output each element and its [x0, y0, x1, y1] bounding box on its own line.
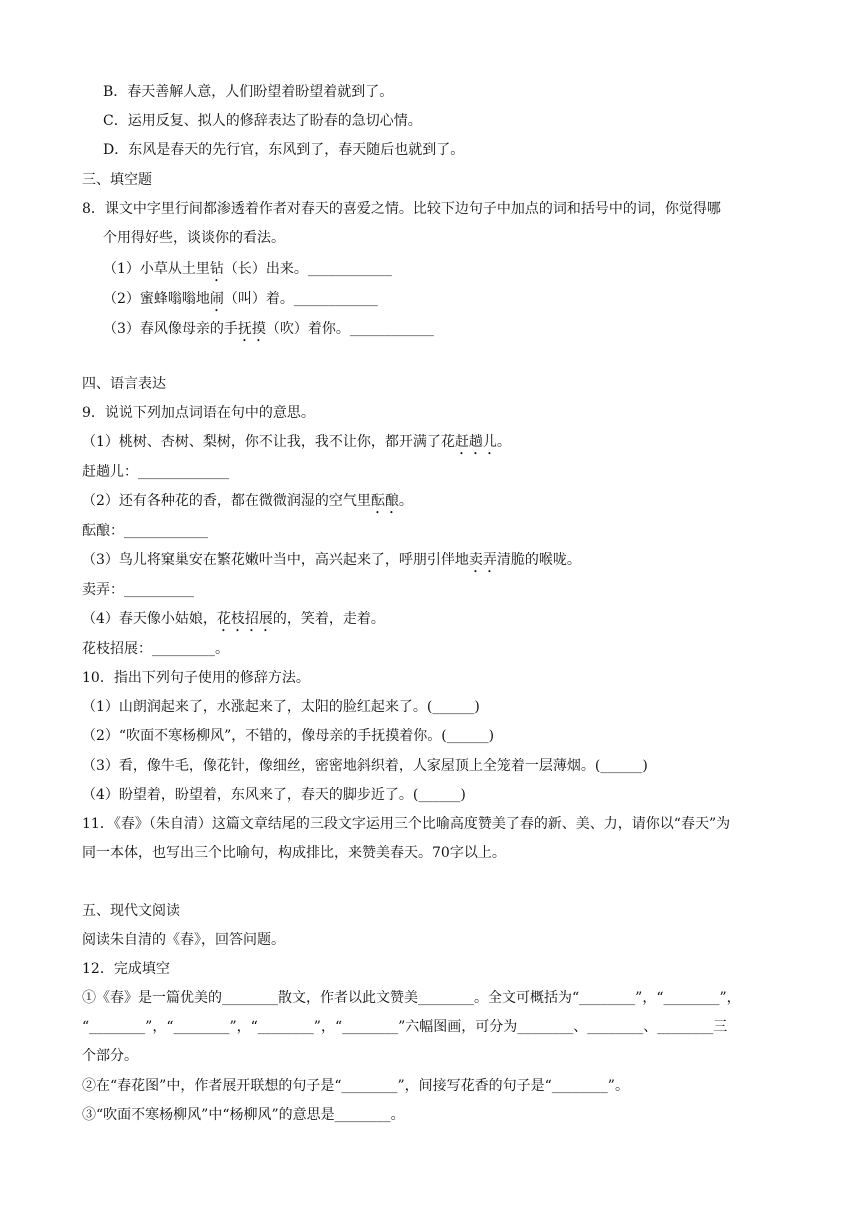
emphasized-word: 闹: [209, 291, 224, 307]
question-9-item-1: [82, 432, 511, 458]
question-9-item-2: [82, 491, 413, 517]
question-10-item-1: （1）山朗润起来了，水涨起来了，太阳的脸红起来了。(______): [82, 699, 480, 715]
question-9-answer-1: 赶趟儿：_____________: [82, 464, 229, 480]
question-10-item-4: （4）盼望着，盼望着，东风来了，春天的脚步近了。(______): [82, 787, 466, 803]
item-text: （叫）着。____________: [223, 291, 378, 307]
item-text: （3）春风像母亲的手: [103, 321, 238, 337]
item-text: （4）春天像小姑娘，: [82, 611, 217, 627]
section-heading-reading: 五、现代文阅读: [82, 903, 180, 919]
question-8-item-1: [103, 259, 392, 285]
question-8-item-2: [103, 289, 378, 315]
question-12-part-1: ①《春》是一篇优美的________散文，作者以此文赞美________。全文可概括为“________”，“________”，: [82, 990, 741, 1006]
emphasized-word: 卖弄: [468, 552, 497, 568]
option-b: B．春天善解人意，人们盼望着盼望着就到了。: [103, 84, 394, 100]
question-8-item-3: [103, 319, 434, 345]
emphasized-word: 抚摸: [237, 321, 266, 337]
emphasized-word: 花枝招展: [216, 611, 273, 627]
item-text: 。: [496, 434, 511, 450]
option-d: D．东风是春天的先行官，东风到了，春天随后也就到了。: [103, 142, 465, 158]
question-8-cont: 个用得好些，谈谈你的看法。: [103, 230, 285, 246]
item-text: （2）蜜蜂嗡嗡地: [103, 291, 210, 307]
item-text: （1）小草从土里: [103, 261, 210, 277]
question-9-answer-2: 酝酿：____________: [82, 523, 208, 539]
question-12: 12．完成填空: [82, 961, 170, 977]
question-9: 9．说说下列加点词语在句中的意思。: [82, 405, 315, 421]
question-12-part-1-cont: “________”，“________”，“________”，“________”六幅图画，可分为________、________、________三: [82, 1019, 728, 1035]
question-11-cont: 同一本体，也写出三个比喻句，构成排比，来赞美春天。70字以上。: [82, 845, 506, 861]
question-9-answer-4: 花枝招展：_________。: [82, 641, 229, 657]
reading-intro: 阅读朱自清的《春》，回答问题。: [82, 932, 285, 948]
question-12-part-2: ②在“春花图”中，作者展开联想的句子是“________”，间接写花香的句子是“________”。: [82, 1078, 629, 1094]
question-10: 10．指出下列句子使用的修辞方法。: [82, 670, 310, 686]
question-9-answer-3: 卖弄：__________: [82, 582, 194, 598]
question-12-part-1-end: 个部分。: [82, 1048, 138, 1064]
item-text: 。: [398, 493, 413, 509]
question-10-item-2: （2）“吹面不寒杨柳风”，不错的，像母亲的手抚摸着你。(______): [82, 728, 495, 744]
question-9-item-3: [82, 550, 581, 576]
section-heading-fill-blank: 三、填空题: [82, 172, 152, 188]
section-heading-expression: 四、语言表达: [82, 376, 166, 392]
emphasized-word: 赶趟儿: [454, 434, 497, 450]
item-text: 的，笑着，走着。: [272, 611, 385, 627]
item-text: （吹）着你。____________: [265, 321, 434, 337]
emphasized-word: 酝酿: [370, 493, 399, 509]
item-text: （2）还有各种花的香，都在微微润湿的空气里: [82, 493, 371, 509]
question-12-part-3: ③“吹面不寒杨柳风”中“杨柳风”的意思是________。: [82, 1107, 405, 1123]
question-9-item-4: [82, 609, 385, 635]
emphasized-word: 钻: [209, 261, 224, 277]
item-text: （长）出来。____________: [223, 261, 392, 277]
question-8: 8．课文中字里行间都渗透着作者对春天的喜爱之情。比较下边句子中加点的词和括号中的词，你觉得哪: [82, 201, 721, 217]
question-10-item-3: （3）看，像牛毛，像花针，像细丝，密密地斜织着，人家屋顶上全笼着一层薄烟。(______): [82, 758, 648, 774]
item-text: （3）鸟儿将窠巢安在繁花嫩叶当中，高兴起来了，呼朋引伴地: [82, 552, 469, 568]
option-c: C．运用反复、拟人的修辞表达了盼春的急切心情。: [103, 113, 422, 129]
item-text: （1）桃树、杏树、梨树，你不让我，我不让你，都开满了花: [82, 434, 455, 450]
question-11: 11．《春》（朱自清）这篇文章结尾的三段文字运用三个比喻高度赞美了春的新、美、力，请你以“春天”为: [82, 816, 731, 832]
item-text: 清脆的喉咙。: [496, 552, 581, 568]
